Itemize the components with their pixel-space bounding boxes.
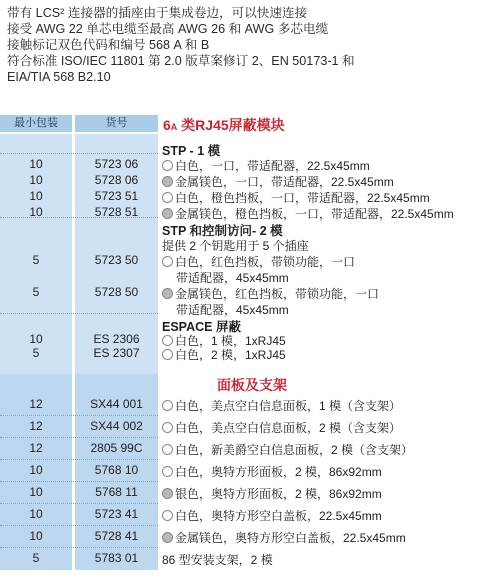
intro-line: 接受 AWG 22 单芯电缆至最高 AWG 26 和 AWG 多芯电缆 bbox=[7, 22, 329, 36]
row-desc bbox=[162, 529, 406, 546]
row-desc-text: 白色，美点空白信息面板，1 模（含支架） bbox=[175, 399, 402, 413]
row-separator bbox=[0, 547, 158, 548]
row-desc bbox=[162, 285, 379, 302]
row-code: ES 2307 bbox=[93, 346, 140, 360]
row-qty: 5 bbox=[32, 346, 40, 360]
white-dot-icon bbox=[162, 443, 175, 457]
row-code: 5783 01 bbox=[94, 551, 139, 565]
row-desc bbox=[162, 463, 382, 480]
row-code: 5723 51 bbox=[94, 189, 139, 203]
intro-line: 接触标记双色代码和编号 568 A 和 B bbox=[7, 38, 210, 52]
row-desc bbox=[162, 157, 370, 174]
row-desc-text: 白色，美点空白信息面板，2 模（含支架） bbox=[175, 421, 402, 435]
row-qty: 5 bbox=[32, 285, 40, 299]
intro-line: 带有 LCS² 连接器的插座由于集成卷边，可以快速连接 bbox=[7, 6, 308, 20]
gray-dot-icon bbox=[162, 487, 175, 501]
row-code: ES 2306 bbox=[93, 332, 140, 346]
row-desc-text: 白色，奥特方形空白盖板，22.5x45mm bbox=[175, 509, 382, 523]
row-desc bbox=[162, 485, 382, 502]
row-desc-text: 银色，奥特方形面板，2 模，86x92mm bbox=[175, 487, 382, 501]
row-desc-text: 白色，奥特方形面板，2 模，86x92mm bbox=[175, 465, 382, 479]
row-qty: 10 bbox=[29, 507, 43, 521]
row-code: SX44 001 bbox=[90, 397, 143, 411]
intro-line: EIA/TIA 568 B2.10 bbox=[7, 70, 111, 84]
row-desc-text: 白色，一口，带适配器，22.5x45mm bbox=[175, 159, 370, 173]
qty-header: 最小包装 bbox=[0, 115, 72, 132]
white-dot-icon bbox=[162, 255, 175, 269]
row-qty: 12 bbox=[29, 419, 43, 433]
row-code: 5728 41 bbox=[94, 529, 139, 543]
row-qty: 10 bbox=[29, 463, 43, 477]
row-desc bbox=[162, 507, 382, 524]
code-header: 货号 bbox=[75, 115, 158, 132]
group-separator bbox=[0, 313, 158, 314]
row-qty: 10 bbox=[29, 332, 43, 346]
row-code: 5768 11 bbox=[95, 485, 138, 499]
row-qty: 10 bbox=[29, 157, 43, 171]
row-qty: 5 bbox=[32, 253, 40, 267]
row-code: 5728 50 bbox=[94, 285, 139, 299]
row-desc-text: 金属镁色，一口，带适配器，22.5x45mm bbox=[175, 175, 394, 189]
group-title-stp2: STP 和控制访问- 2 模 bbox=[162, 224, 283, 238]
row-qty: 10 bbox=[29, 485, 43, 499]
row-qty: 10 bbox=[29, 173, 43, 187]
row-desc bbox=[162, 419, 401, 436]
row-desc-text: 86 型安装支架，2 模 bbox=[162, 553, 273, 567]
section-title-prefix: 6 bbox=[163, 117, 171, 133]
group-title-stp1: STP - 1 模 bbox=[162, 144, 221, 158]
gray-dot-icon bbox=[162, 207, 175, 221]
row-desc bbox=[162, 551, 273, 568]
white-dot-icon bbox=[162, 348, 175, 362]
intro-line: 符合标准 ISO/IEC 11801 第 2.0 版草案修订 2、EN 50173-1 和 bbox=[7, 54, 355, 68]
row-desc bbox=[162, 397, 401, 414]
row-code: SX44 002 bbox=[90, 419, 143, 433]
white-dot-icon bbox=[162, 399, 175, 413]
gray-dot-icon bbox=[162, 287, 175, 301]
white-dot-icon bbox=[162, 509, 175, 523]
gray-dot-icon bbox=[162, 175, 175, 189]
row-code: 5768 10 bbox=[94, 463, 139, 477]
gray-dot-icon bbox=[162, 531, 175, 545]
group-title-espace: ESPACE 屏蔽 bbox=[162, 320, 241, 334]
row-desc bbox=[162, 173, 394, 190]
section-title-modules bbox=[163, 115, 285, 135]
row-desc-text: 白色，1 模，1xRJ45 bbox=[175, 334, 286, 348]
row-desc-text: 白色，新美爵空白信息面板，2 模（含支架） bbox=[175, 443, 414, 457]
row-separator bbox=[0, 459, 158, 460]
row-desc bbox=[162, 253, 355, 270]
row-separator bbox=[0, 503, 158, 504]
intro-text bbox=[7, 5, 495, 85]
row-qty: 10 bbox=[29, 529, 43, 543]
row-qty: 10 bbox=[29, 205, 43, 219]
row-desc-line2: 带适配器，45x45mm bbox=[176, 271, 289, 285]
group-separator bbox=[0, 153, 158, 154]
group-separator bbox=[0, 217, 158, 218]
white-dot-icon bbox=[162, 421, 175, 435]
row-qty: 10 bbox=[29, 189, 43, 203]
row-desc bbox=[162, 346, 286, 363]
group-note-stp2: 提供 2 个钥匙用于 5 个插座 bbox=[162, 239, 309, 253]
row-separator bbox=[0, 525, 158, 526]
section-title-text: 类RJ45屏蔽模块 bbox=[177, 117, 285, 133]
row-desc-text: 白色，红色挡板，带锁功能，一口 bbox=[175, 255, 356, 269]
row-desc-text: 白色，2 模，1xRJ45 bbox=[175, 348, 286, 362]
row-qty: 12 bbox=[29, 397, 43, 411]
row-desc-line2: 带适配器，45x45mm bbox=[176, 303, 289, 317]
row-qty: 12 bbox=[29, 441, 43, 455]
row-desc bbox=[162, 205, 454, 222]
row-code: 2805 99C bbox=[90, 441, 143, 455]
row-code: 5723 41 bbox=[94, 507, 139, 521]
row-separator bbox=[0, 415, 158, 416]
row-code: 5728 06 bbox=[94, 173, 139, 187]
white-dot-icon bbox=[162, 465, 175, 479]
row-desc-text: 白色，橙色挡板，一口，带适配器，22.5x45mm bbox=[175, 191, 430, 205]
row-desc-text: 金属镁色，橙色挡板，一口，带适配器，22.5x45mm bbox=[175, 207, 454, 221]
row-desc-text: 金属镁色，红色挡板，带锁功能，一口 bbox=[175, 287, 380, 301]
row-code: 5728 51 bbox=[94, 205, 139, 219]
row-code: 5723 06 bbox=[94, 157, 139, 171]
row-desc-text: 金属镁色，奥特方形空白盖板，22.5x45mm bbox=[175, 531, 406, 545]
row-desc bbox=[162, 441, 413, 458]
row-separator bbox=[0, 437, 158, 438]
row-desc bbox=[162, 189, 430, 206]
white-dot-icon bbox=[162, 159, 175, 173]
row-separator bbox=[0, 481, 158, 482]
row-qty: 5 bbox=[32, 551, 40, 565]
section-title-suffix: A bbox=[170, 122, 178, 132]
white-dot-icon bbox=[162, 191, 175, 205]
row-code: 5723 50 bbox=[94, 253, 139, 267]
section-title-panels: 面板及支架 bbox=[217, 377, 287, 393]
